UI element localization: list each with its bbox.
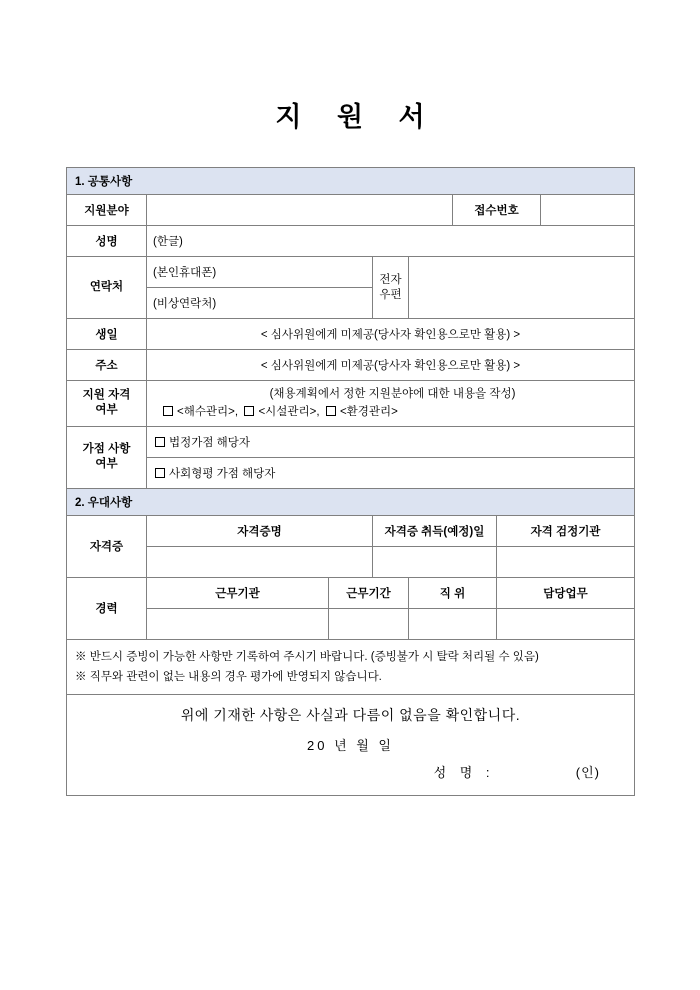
qualification-options	[147, 381, 635, 427]
qualification-row	[67, 381, 635, 427]
section2-heading-row	[67, 488, 635, 515]
qualification-checkbox-list: <해수관리>, <시설관리>, <환경관리>	[157, 403, 628, 421]
emergency-contact-input[interactable]: (비상연락처)	[147, 288, 373, 319]
receipt-number-label: 접수번호	[453, 195, 541, 226]
address-label: 주소	[67, 350, 147, 381]
confirmation-signature-line	[67, 762, 634, 781]
receipt-number-input[interactable]	[541, 195, 635, 226]
bonus-label-line2: 여부	[95, 458, 118, 471]
certificate-col-date: 자격증 취득(예정)일	[373, 515, 497, 546]
certificate-header-row	[67, 515, 635, 546]
name-row	[67, 226, 635, 257]
confirmation-block	[67, 695, 635, 796]
checkbox-social-bonus[interactable]	[155, 468, 165, 478]
name-label: 성명	[67, 226, 147, 257]
career-col-duty: 담당업무	[497, 577, 635, 608]
qualification-label-line1: 지원 자격	[82, 388, 131, 401]
bonus-item-legal	[147, 426, 635, 457]
certificate-col-issuer: 자격 검정기관	[497, 515, 635, 546]
page-title: 지 원 서	[275, 102, 439, 132]
certificate-col-name: 자격증명	[147, 515, 373, 546]
note-line-0: ※ 반드시 증빙이 가능한 사항만 기록하여 주시기 바랍니다. (증빙불가 시 탈락 처리될 수 있음)	[75, 650, 539, 663]
email-label-line1: 전자	[379, 273, 402, 286]
address-note: < 심사위원에게 미제공(당사자 확인용으로만 활용) >	[147, 350, 635, 381]
qualification-option-0: <해수관리>	[177, 406, 235, 419]
bonus-label-line1: 가점 사항	[82, 442, 131, 455]
form-container	[66, 167, 634, 796]
birth-label: 생일	[67, 319, 147, 350]
career-position-input[interactable]	[409, 608, 497, 639]
qualification-option-2: <환경관리>	[339, 406, 398, 419]
section2-heading: 2. 우대사항	[67, 488, 635, 515]
certificate-data-row	[67, 546, 635, 577]
career-org-input[interactable]	[147, 608, 329, 639]
checkbox-hwankyung[interactable]	[326, 406, 336, 416]
notes-block	[67, 639, 635, 694]
certificate-issuer-input[interactable]	[497, 546, 635, 577]
email-input[interactable]	[409, 257, 635, 319]
confirmation-date: 20 년 월 일	[307, 738, 394, 754]
birth-row	[67, 319, 635, 350]
section1-heading-row	[67, 168, 635, 195]
bonus-item-social	[147, 457, 635, 488]
apply-field-label: 지원분야	[67, 195, 147, 226]
career-col-org: 근무기관	[147, 577, 329, 608]
email-label	[373, 257, 409, 319]
qualification-label	[67, 381, 147, 427]
signature-name-label: 성 명 :	[433, 765, 495, 781]
address-row	[67, 350, 635, 381]
seal-label: (인)	[575, 765, 600, 781]
career-period-input[interactable]	[329, 608, 409, 639]
qualification-label-line2: 여부	[95, 404, 118, 417]
bonus-label	[67, 426, 147, 488]
career-label: 경력	[67, 577, 147, 639]
career-col-position: 직 위	[409, 577, 497, 608]
checkbox-siseol[interactable]	[244, 406, 254, 416]
certificate-label: 자격증	[67, 515, 147, 577]
contact-mobile-row	[67, 257, 635, 288]
confirmation-row	[67, 695, 635, 796]
career-header-row	[67, 577, 635, 608]
apply-field-input[interactable]	[147, 195, 453, 226]
confirmation-statement: 위에 기재한 사항은 사실과 다름이 없음을 확인합니다.	[180, 707, 521, 724]
bonus-row-2	[67, 457, 635, 488]
bonus-item-legal-label: 법정가점 해당자	[169, 436, 250, 449]
contact-label: 연락처	[67, 257, 147, 319]
checkbox-legal-bonus[interactable]	[155, 437, 165, 447]
mobile-input[interactable]: (본인휴대폰)	[147, 257, 373, 288]
bonus-item-social-label: 사회형평 가점 해당자	[169, 467, 276, 480]
name-input[interactable]: (한글)	[147, 226, 635, 257]
section1-heading: 1. 공통사항	[67, 168, 635, 195]
notes-row	[67, 639, 635, 694]
note-line-1: ※ 직무와 관련이 없는 내용의 경우 평가에 반영되지 않습니다.	[75, 670, 382, 683]
checkbox-haesu[interactable]	[163, 406, 173, 416]
apply-field-row	[67, 195, 635, 226]
career-col-period: 근무기간	[329, 577, 409, 608]
birth-note: < 심사위원에게 미제공(당사자 확인용으로만 활용) >	[147, 319, 635, 350]
qualification-note: (채용계획에서 정한 지원분야에 대한 내용을 작성)	[269, 388, 516, 400]
career-duty-input[interactable]	[497, 608, 635, 639]
bonus-row-1	[67, 426, 635, 457]
certificate-date-input[interactable]	[373, 546, 497, 577]
email-label-line2: 우편	[379, 288, 402, 301]
certificate-name-input[interactable]	[147, 546, 373, 577]
application-form-table	[66, 167, 635, 796]
qualification-option-1: <시설관리>	[258, 406, 317, 419]
career-data-row	[67, 608, 635, 639]
